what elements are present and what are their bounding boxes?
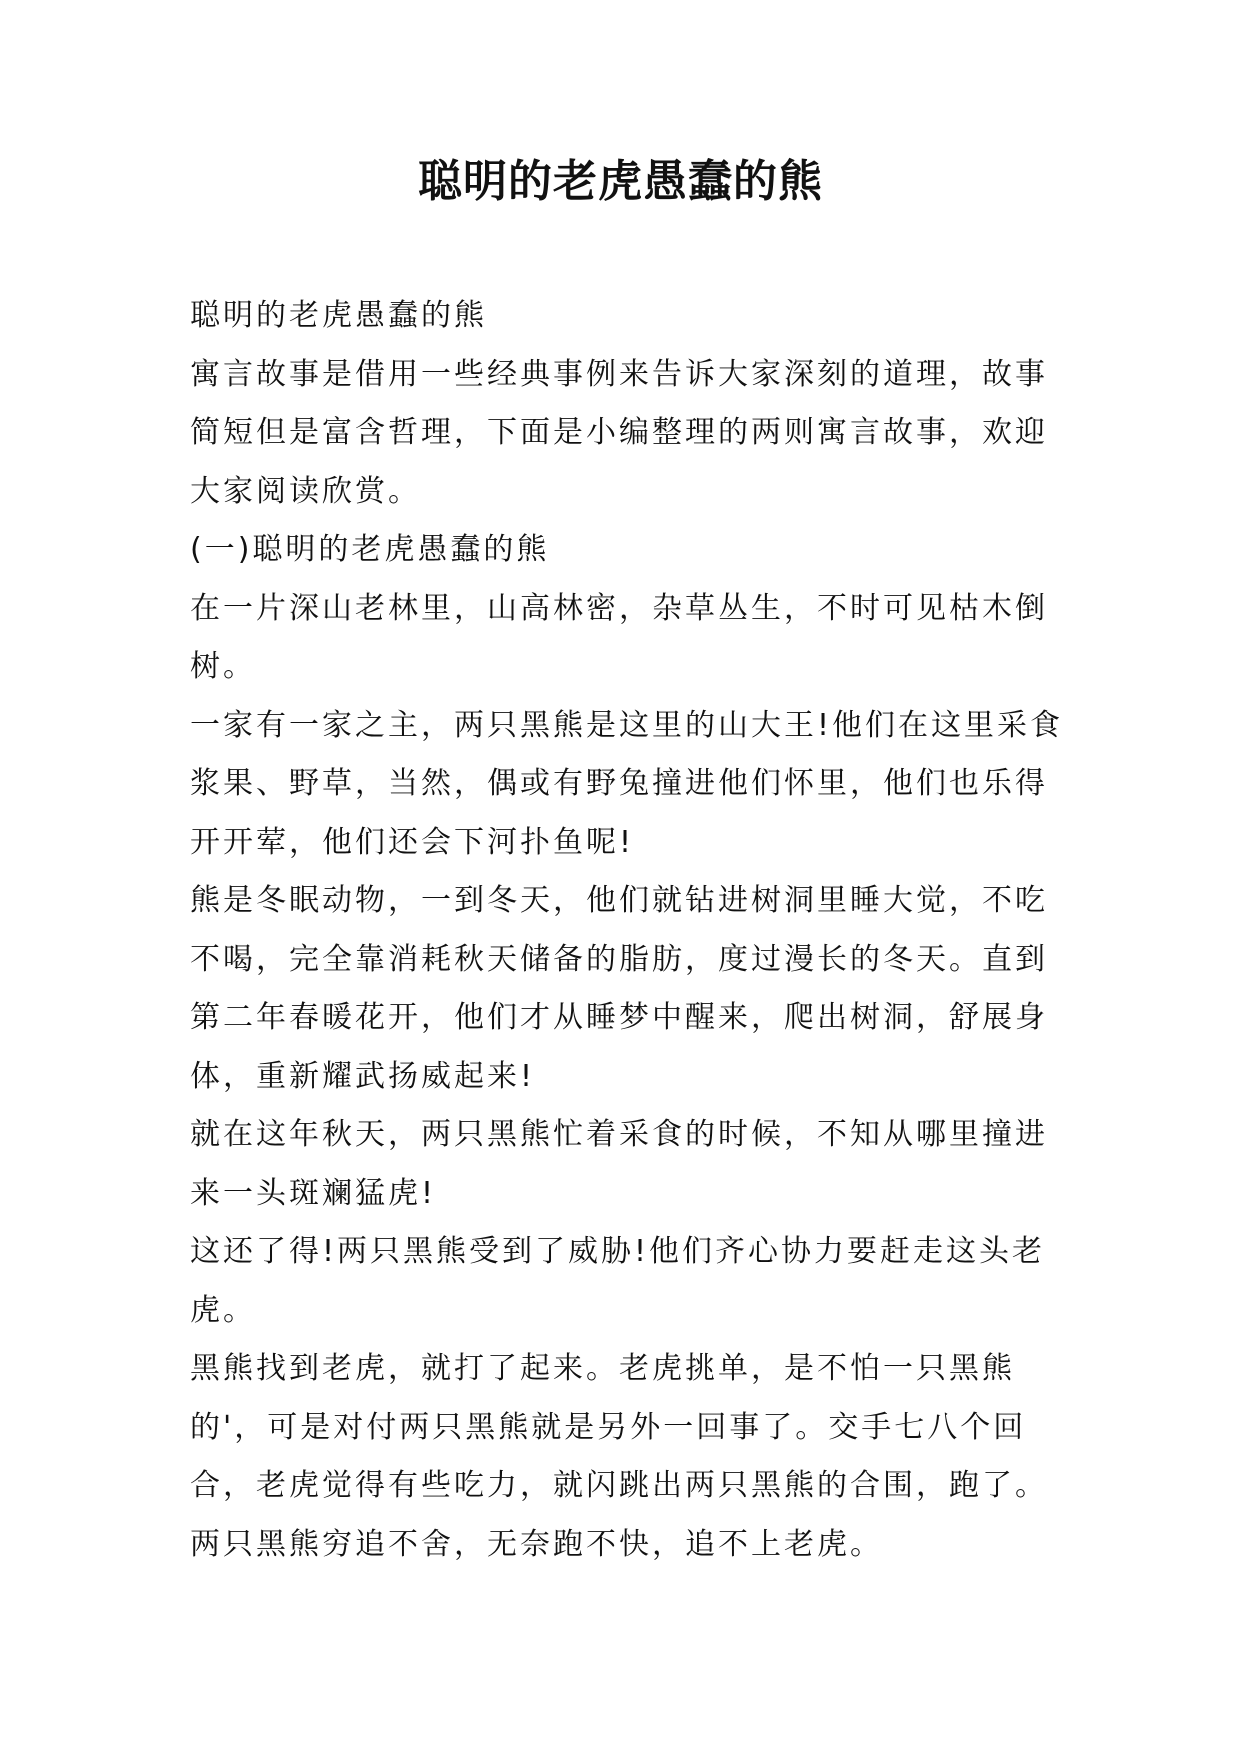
paragraph: 黑熊找到老虎，就打了起来。老虎挑单，是不怕一只黑熊的'，可是对付两只黑熊就是另外一回事了。交手七八个回合，老虎觉得有些吃力，就闪跳出两只黑熊的合围，跑了。 [190,1351,1048,1503]
paragraph-intro: 寓言故事是借用一些经典事例来告诉大家深刻的道理，故事简短但是富含哲理，下面是小编整理的两则寓言故事，欢迎大家阅读欣赏。 [190,356,1048,509]
paragraph: 熊是冬眠动物，一到冬天，他们就钻进树洞里睡大觉，不吃不喝，完全靠消耗秋天储备的脂肪，度过漫长的冬天。直到第二年春暖花开，他们才从睡梦中醒来，爬出树洞，舒展身体，重新耀武扬威起来! [190,883,1048,1094]
document-title: 聪明的老虎愚蠢的熊 [418,156,823,207]
document-body [190,287,1070,1574]
paragraph: 这还了得!两只黑熊受到了威胁!他们齐心协力要赶走这头老虎。 [190,1234,1046,1328]
paragraph: 一家有一家之主，两只黑熊是这里的山大王!他们在这里采食浆果、野草，当然，偶或有野兔撞进他们怀里，他们也乐得开开荤，他们还会下河扑鱼呢! [190,707,1064,860]
paragraph: 就在这年秋天，两只黑熊忙着采食的时候，不知从哪里撞进来一头斑斓猛虎! [190,1117,1048,1211]
paragraph: 两只黑熊穷追不舍，无奈跑不快，追不上老虎。 [190,1526,883,1562]
paragraph-section-heading: (一)聪明的老虎愚蠢的熊 [190,532,550,567]
paragraph: 在一片深山老林里，山高林密，杂草丛生，不时可见枯木倒树。 [190,590,1048,684]
paragraph-subtitle: 聪明的老虎愚蠢的熊 [190,298,487,333]
